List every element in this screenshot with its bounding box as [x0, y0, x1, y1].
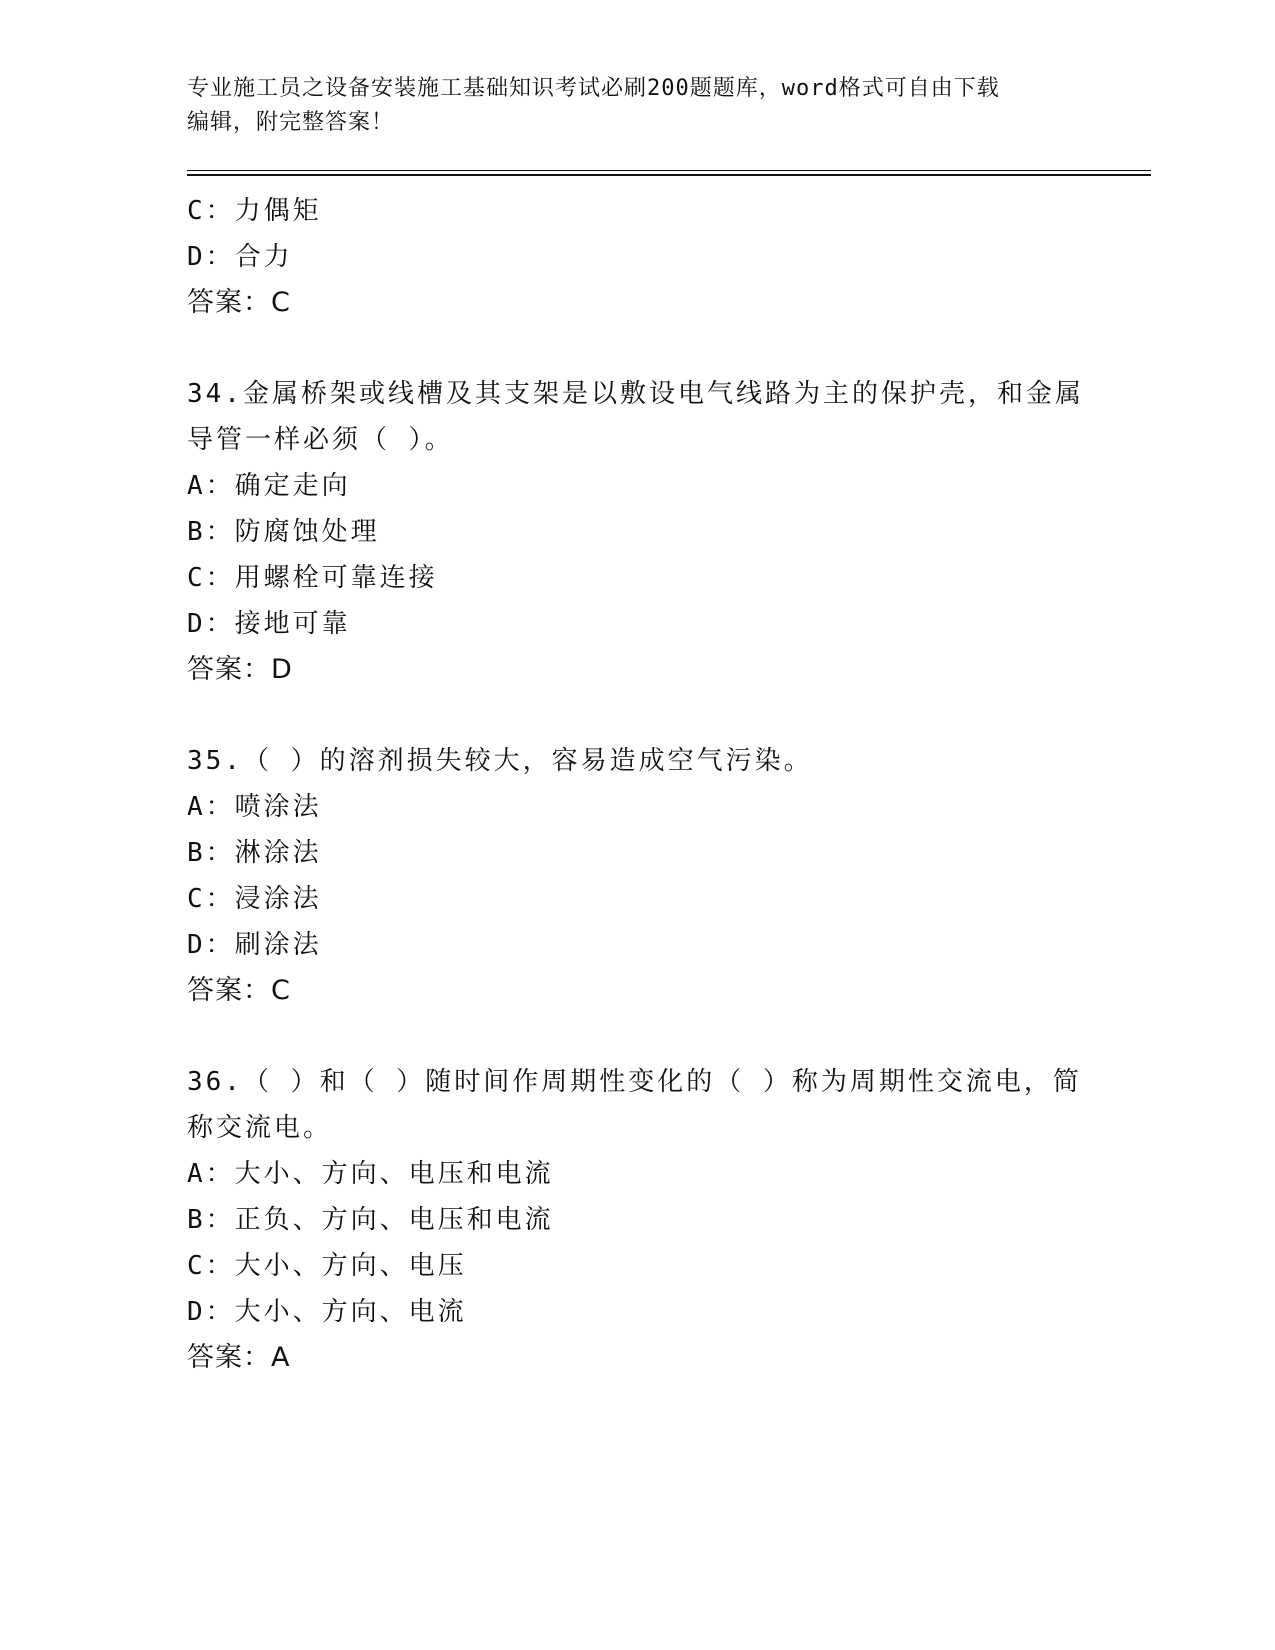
option-d: D：大小、方向、电流 [187, 1297, 467, 1327]
header-title-line2: 编辑，附完整答案！ [187, 110, 395, 135]
question-text-line1: 36.（ ）和（ ）随时间作周期性变化的（ ）称为周期性交流电，简 [187, 1067, 1082, 1097]
question-text-line2: 称交流电。 [187, 1113, 333, 1143]
option-b: B：防腐蚀处理 [187, 517, 380, 547]
question-text-line2: 导管一样必须（ ）。 [187, 425, 454, 455]
question-text-line1: 35.（ ）的溶剂损失较大，容易造成空气污染。 [187, 746, 813, 776]
answer-line: 答案：A [187, 1342, 291, 1373]
question-36 [187, 1059, 1087, 1381]
document-header [187, 72, 1087, 140]
option-c: C：浸涂法 [187, 884, 322, 914]
option-a: A：大小、方向、电压和电流 [187, 1159, 554, 1189]
option-c: C：用螺栓可靠连接 [187, 563, 438, 593]
option-d: D：刷涂法 [187, 930, 322, 960]
question-text-line1: 34.金属桥架或线槽及其支架是以敷设电气线路为主的保护壳，和金属 [187, 379, 1084, 409]
answer-line: 答案：C [187, 287, 291, 318]
option-a: A：喷涂法 [187, 792, 322, 822]
option-d: D：合力 [187, 242, 293, 272]
header-divider-thick [187, 174, 1151, 176]
question-34 [187, 371, 1087, 693]
question-33-tail [187, 188, 1087, 326]
option-b: B：淋涂法 [187, 838, 322, 868]
answer-line: 答案：D [187, 654, 293, 685]
header-title-line1: 专业施工员之设备安装施工基础知识考试必刷200题题库，word格式可自由下载 [187, 76, 1000, 101]
option-c: C：大小、方向、电压 [187, 1251, 467, 1281]
question-35 [187, 738, 1087, 1014]
option-a: A：确定走向 [187, 471, 351, 501]
question-content [187, 188, 1087, 1381]
option-b: B：正负、方向、电压和电流 [187, 1205, 554, 1235]
header-divider-thin [187, 170, 1151, 171]
option-c: C：力偶矩 [187, 196, 322, 226]
answer-line: 答案：C [187, 975, 291, 1006]
option-d: D：接地可靠 [187, 609, 351, 639]
